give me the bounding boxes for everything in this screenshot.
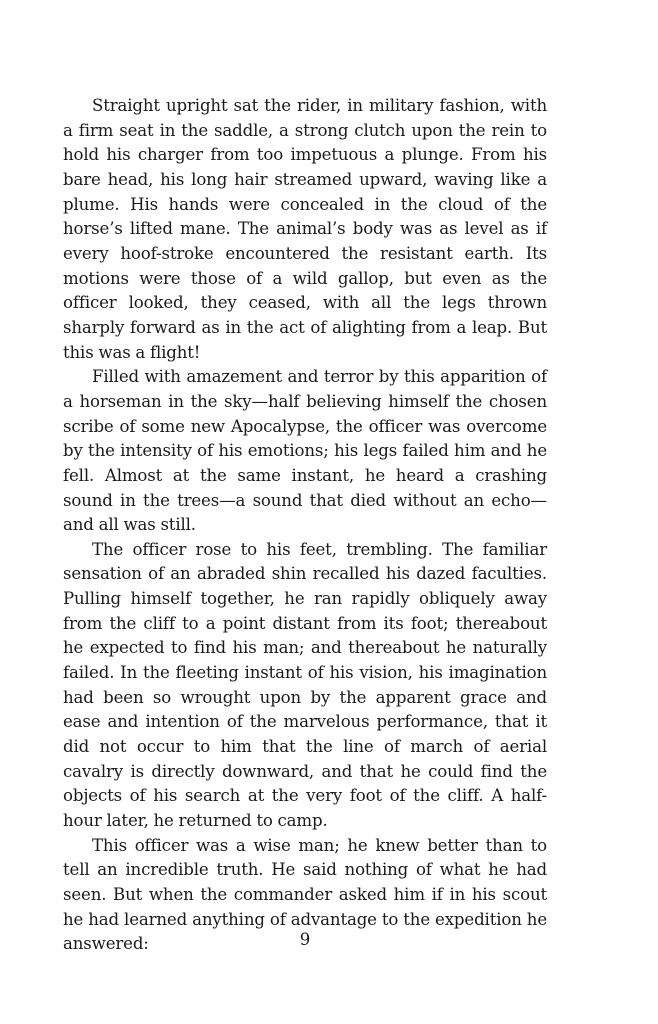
paragraph-wise-man: This officer was a wise man; he knew better than to tell an incredible truth. He said nothing of what he had seen. But when the commander asked him if in his scout he had learned anything of advantage to the expedition he answered: — [63, 835, 547, 954]
paragraph-apparition: Filled with amazement and terror by this apparition of a horseman in the sky—half believing himself the chosen scribe of some new Apocalypse, the officer was overcome by the intensity of his emotions; his legs failed him and he fell. Almost at the same instant, he heard a crashing sound in the trees—a sound that died without an echo—and all was still. — [63, 367, 547, 535]
paragraph-rider: Straight upright sat the rider, in military fashion, with a firm seat in the saddle, a strong clutch upon the rein to hold his charger from too impetuous a plunge. From his bare head, his long hair streamed upward, waving like a plume. His hands were concealed in the cloud of the horse’s lifted mane. The animal’s body was as level as if every hoof-stroke encountered the resistant earth. Its motions were those of a wild gallop, but even as the officer looked, they ceased, with all the legs thrown sharply forward as in the act of alighting from a leap. But this was a flight! — [63, 96, 547, 362]
page-number: 9 — [299, 930, 311, 949]
page-body — [63, 94, 547, 957]
paragraph-officer-rose: The officer rose to his feet, trembling. The familiar sensation of an abraded shin recalled his dazed faculties. Pulling himself together, he ran rapidly obliquely away from the cliff to a point distant from its foot; thereabout he expected to find his man; and thereabout he naturally failed. In the fleeting instant of his vision, his imagination had been so wrought upon by the apparent grace and ease and intention of the marvelous performance, that it did not occur to him that the line of march of aerial cavalry is directly downward, and that he could find the objects of his search at the very foot of the cliff. A half-hour later, he returned to camp. — [63, 539, 547, 831]
